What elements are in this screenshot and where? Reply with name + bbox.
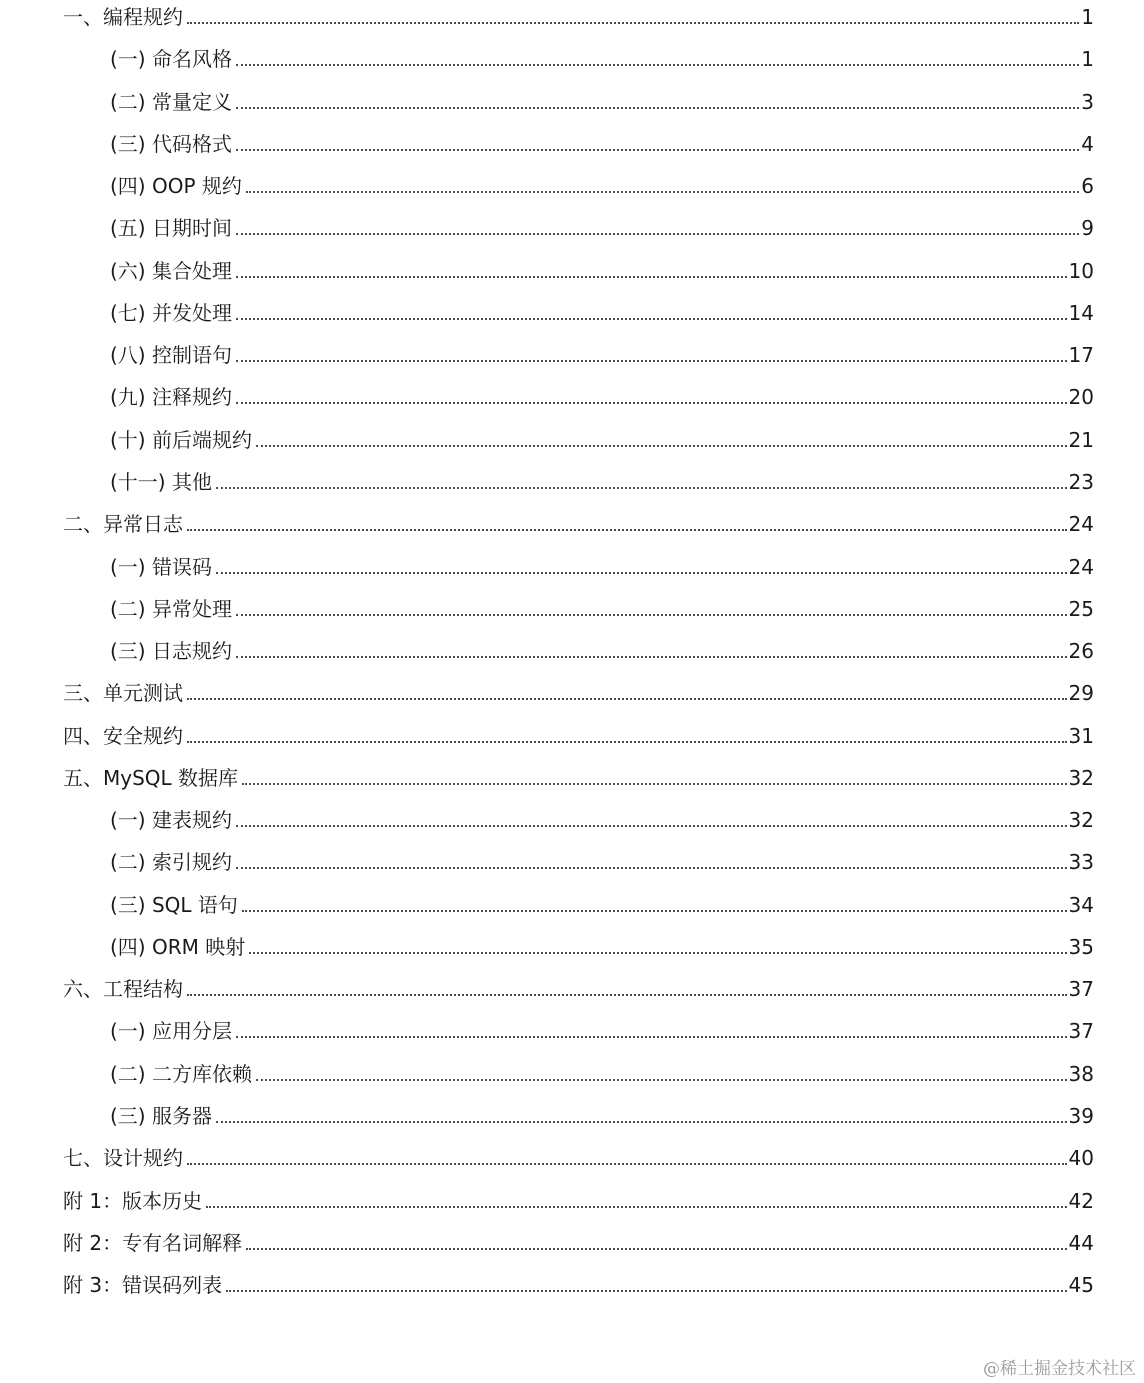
toc-section-entry[interactable] (110, 127, 1094, 157)
toc-entry-title: (一) 应用分层 (110, 1019, 232, 1044)
toc-dot-leader (236, 233, 1079, 235)
toc-dot-leader (256, 445, 1067, 447)
toc-entry-title: (十) 前后端规约 (110, 427, 252, 452)
toc-chapter-entry[interactable] (63, 1141, 1094, 1171)
toc-dot-leader (256, 1079, 1067, 1081)
toc-section-entry[interactable] (110, 42, 1094, 72)
toc-dot-leader (249, 952, 1066, 954)
toc-page-number: 24 (1068, 512, 1094, 537)
toc-section-entry[interactable] (110, 592, 1094, 622)
toc-entry-title: 七、设计规约 (63, 1146, 183, 1171)
toc-page-number: 20 (1068, 385, 1094, 410)
toc-dot-leader (236, 656, 1067, 658)
toc-section-entry[interactable] (110, 845, 1094, 875)
toc-chapter-entry[interactable] (63, 972, 1094, 1002)
toc-page-number: 26 (1068, 639, 1094, 664)
toc-section-entry[interactable] (110, 85, 1094, 115)
toc-page-number: 24 (1068, 554, 1094, 579)
toc-page-number: 38 (1068, 1061, 1094, 1086)
toc-dot-leader (236, 149, 1079, 151)
toc-page-number: 4 (1081, 131, 1094, 156)
toc-chapter-entry[interactable] (63, 507, 1094, 537)
toc-chapter-entry[interactable] (63, 1184, 1094, 1214)
toc-entry-title: 附 3：错误码列表 (63, 1273, 223, 1298)
toc-section-entry[interactable] (110, 254, 1094, 284)
toc-section-entry[interactable] (110, 211, 1094, 241)
toc-page-number: 40 (1068, 1146, 1094, 1171)
toc-dot-leader (187, 1163, 1067, 1165)
toc-dot-leader (216, 1121, 1067, 1123)
toc-section-entry[interactable] (110, 296, 1094, 326)
toc-section-entry[interactable] (110, 1057, 1094, 1087)
toc-dot-leader (242, 910, 1067, 912)
toc-dot-leader (236, 64, 1079, 66)
toc-entry-title: 二、异常日志 (63, 512, 183, 537)
toc-entry-title: 一、编程规约 (63, 5, 183, 29)
toc-entry-title: (三) SQL 语句 (110, 892, 238, 917)
toc-dot-leader (236, 276, 1067, 278)
toc-dot-leader (187, 741, 1067, 743)
toc-entry-title: (二) 异常处理 (110, 596, 232, 621)
toc-dot-leader (216, 487, 1067, 489)
toc-page-number: 33 (1068, 850, 1094, 875)
toc-dot-leader (226, 1290, 1066, 1292)
toc-page-number: 37 (1068, 1019, 1094, 1044)
toc-dot-leader (206, 1206, 1066, 1208)
toc-chapter-entry[interactable] (63, 719, 1094, 749)
toc-dot-leader (236, 1036, 1067, 1038)
toc-page-number: 6 (1081, 174, 1094, 199)
toc-entry-title: (十一) 其他 (110, 469, 212, 494)
toc-entry-title: (一) 命名风格 (110, 47, 232, 72)
toc-page-number: 45 (1068, 1273, 1094, 1298)
toc-entry-title: 五、MySQL 数据库 (63, 765, 239, 790)
toc-page-number: 39 (1068, 1104, 1094, 1129)
toc-dot-leader (236, 360, 1067, 362)
toc-entry-title: 三、单元测试 (63, 681, 183, 706)
toc-section-entry[interactable] (110, 1014, 1094, 1044)
toc-entry-title: (三) 代码格式 (110, 131, 232, 156)
toc-entry-title: (七) 并发处理 (110, 300, 232, 325)
toc-page-number: 1 (1081, 5, 1094, 29)
toc-chapter-entry[interactable] (63, 0, 1094, 30)
toc-dot-leader (187, 22, 1079, 24)
toc-dot-leader (236, 867, 1067, 869)
toc-chapter-entry[interactable] (63, 761, 1094, 791)
toc-page-number: 9 (1081, 216, 1094, 241)
toc-section-entry[interactable] (110, 169, 1094, 199)
toc-entry-title: (三) 日志规约 (110, 639, 232, 664)
toc-page-number: 34 (1068, 892, 1094, 917)
toc-section-entry[interactable] (110, 634, 1094, 664)
toc-dot-leader (187, 529, 1067, 531)
toc-entry-title: (一) 错误码 (110, 554, 212, 579)
toc-page-number: 37 (1068, 977, 1094, 1002)
toc-dot-leader (187, 994, 1067, 996)
toc-entry-title: 四、安全规约 (63, 723, 183, 748)
toc-entry-title: (二) 常量定义 (110, 89, 232, 114)
toc-entry-title: (四) OOP 规约 (110, 174, 242, 199)
toc-page-number: 25 (1068, 596, 1094, 621)
toc-page-number: 35 (1068, 934, 1094, 959)
toc-entry-title: (六) 集合处理 (110, 258, 232, 283)
toc-section-entry[interactable] (110, 803, 1094, 833)
toc-dot-leader (246, 1248, 1066, 1250)
toc-entry-title: (五) 日期时间 (110, 216, 232, 241)
toc-dot-leader (236, 825, 1067, 827)
toc-section-entry[interactable] (110, 888, 1094, 918)
toc-page-number: 42 (1068, 1188, 1094, 1213)
watermark: @稀土掘金技术社区 (983, 1359, 1136, 1379)
toc-dot-leader (242, 783, 1067, 785)
toc-entry-title: (九) 注释规约 (110, 385, 232, 410)
toc-section-entry[interactable] (110, 465, 1094, 495)
toc-dot-leader (216, 572, 1067, 574)
toc-page-number: 31 (1068, 723, 1094, 748)
toc-dot-leader (236, 107, 1079, 109)
toc-page-number: 14 (1068, 300, 1094, 325)
toc-section-entry[interactable] (110, 423, 1094, 453)
toc-page-number: 21 (1068, 427, 1094, 452)
toc-entry-title: (四) ORM 映射 (110, 934, 246, 959)
toc-entry-title: 六、工程结构 (63, 977, 183, 1002)
toc-page-number: 32 (1068, 808, 1094, 833)
toc-chapter-entry[interactable] (63, 1226, 1094, 1256)
toc-chapter-entry[interactable] (63, 1268, 1094, 1298)
toc-chapter-entry[interactable] (63, 676, 1094, 706)
toc-dot-leader (246, 191, 1079, 193)
toc-dot-leader (187, 698, 1067, 700)
toc-page-number: 1 (1081, 47, 1094, 72)
toc-dot-leader (236, 402, 1067, 404)
toc-entry-title: 附 2：专有名词解释 (63, 1230, 243, 1255)
toc-page-number: 44 (1068, 1230, 1094, 1255)
toc-page-number: 3 (1081, 89, 1094, 114)
toc-page-number: 10 (1068, 258, 1094, 283)
toc-entry-title: 附 1：版本历史 (63, 1188, 203, 1213)
toc-page-number: 17 (1068, 343, 1094, 368)
toc-entry-title: (二) 索引规约 (110, 850, 232, 875)
toc-section-entry[interactable] (110, 1099, 1094, 1129)
toc-section-entry[interactable] (110, 380, 1094, 410)
toc-entry-title: (八) 控制语句 (110, 343, 232, 368)
toc-entry-title: (三) 服务器 (110, 1104, 212, 1129)
toc-page-number: 32 (1068, 765, 1094, 790)
toc-dot-leader (236, 614, 1067, 616)
toc-entry-title: (一) 建表规约 (110, 808, 232, 833)
toc-page-number: 29 (1068, 681, 1094, 706)
toc-section-entry[interactable] (110, 930, 1094, 960)
toc-section-entry[interactable] (110, 338, 1094, 368)
toc-page-number: 23 (1068, 469, 1094, 494)
toc-dot-leader (236, 318, 1067, 320)
toc-entry-title: (二) 二方库依赖 (110, 1061, 252, 1086)
toc-section-entry[interactable] (110, 550, 1094, 580)
